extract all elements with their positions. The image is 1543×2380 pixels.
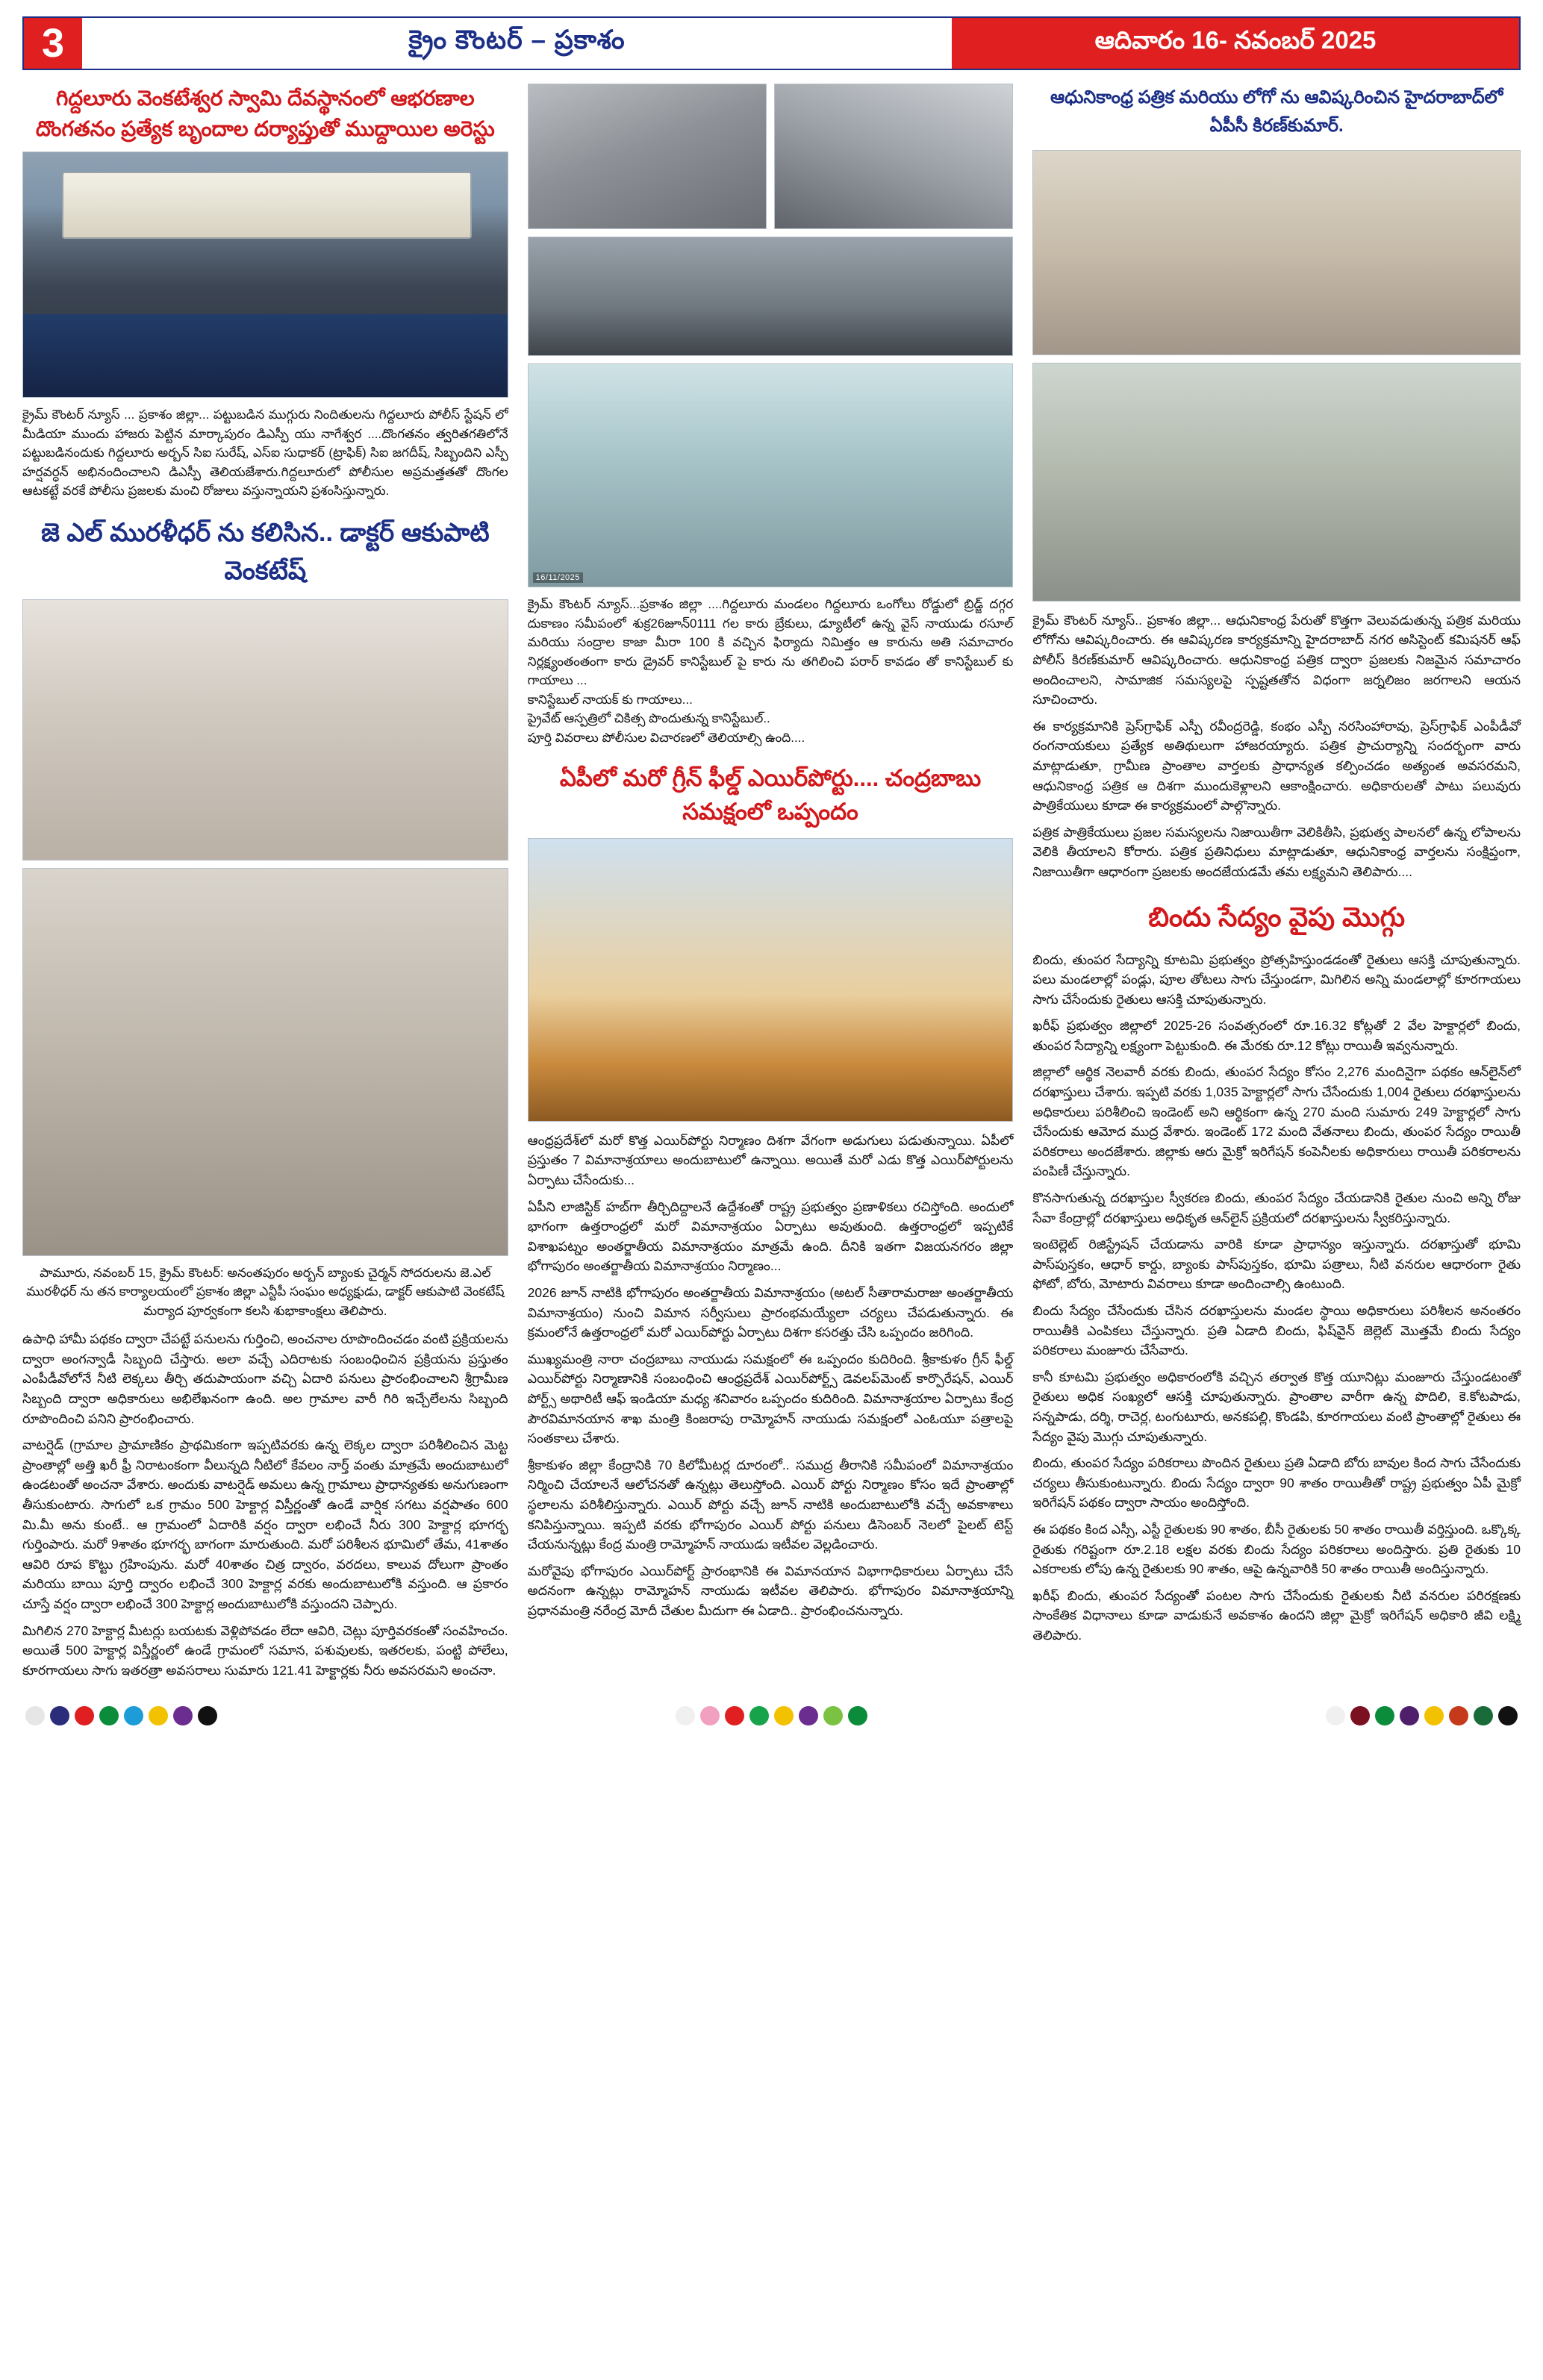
- paragraph: క్రైమ్ కౌంటర్ న్యూస్...ప్రకాశం జిల్లా ....గిద్దలూరు మండలం గిద్దలూరు ఒంగోలు రోడ్డులో బ్రిడ్జ్ దగ్గర దుకాణం సమీపంలో శుక్ర26జూన్0111 గల కారు బ్రేకులు, డ్యూటీలో ఉన్న వైస్ నాయుడు రసూల్ మరియు సంద్రాల కాజా మీరా 100 కి వచ్చిన ఫిర్యాదు నిమిత్తం ఆ కారును అతి సమాచారం నిర్లక్ష్యంతంతంగా కారు డ్రైవర్ కానిస్టేబుల్ పై కారు ను తగిలించి పరార్ కావడం తో కానిస్టేబుల్ కు గాయాలు ...: [527, 597, 1014, 687]
- logo-unveiling-photo: [1032, 150, 1521, 355]
- paragraph: బిందు సేద్యం చేసేందుకు చేసిన దరఖాస్తులను మండల స్థాయి అధికారులు పరిశీలన అనంతరం రాయితీకి ఎంపికలు చేస్తున్నారు. ప్రతి ఏడాది బిందు, ఫిష్‌వైన్ జెల్లెట్ మొత్తమే బిందు సేద్యం పరికరాలు మంజూరు చేసేవారు.: [1032, 1303, 1521, 1358]
- paragraph: కానీ కూటమి ప్రభుత్వం అధికారంలోకి వచ్చిన తర్వాత కొత్త యూనిట్లు మంజూరు చేస్తుండటంతో రైతులు అధిక సంఖ్యలో ఆసక్తి చూపుతున్నారు. ప్రాంతాల వారీగా ఉన్న పొదిలి, కె.కోటపాడు, సన్నపాడు, దర్శి, రాచెర్ల, టంగుటూరు, అనకపల్లి, కొండపి, కూరగాయలు వంటి ప్రాంతాల్లో రైతులు ఈ సేద్యం వైపు మొగ్గు చూపుతున్నారు.: [1032, 1369, 1521, 1444]
- damaged-car-photo-left: [528, 84, 767, 229]
- color-swatch: [774, 1706, 794, 1725]
- color-swatch: [198, 1706, 217, 1725]
- color-swatch: [725, 1706, 744, 1725]
- color-bar-center: [676, 1706, 867, 1725]
- hospital-patient-photo: [528, 363, 1014, 587]
- color-swatch: [124, 1706, 143, 1725]
- meeting-indoor-photo: [22, 599, 508, 861]
- headline-murali-meeting: జె ఎల్ మురళీధర్ ను కలిసిన.. డాక్టర్ ఆకుపాటి వెంకటేష్: [41, 518, 490, 585]
- color-swatch: [173, 1706, 193, 1725]
- damaged-car-photo-right: [774, 84, 1013, 229]
- color-swatch: [99, 1706, 119, 1725]
- airplane-takeoff-photo: [528, 838, 1014, 1122]
- body-col1: [22, 1329, 508, 1680]
- paragraph: ఏపీని లాజిస్టిక్ హబ్‌గా తీర్చిదిద్దాలనే ఉద్దేశంతో రాష్ట్ర ప్రభుత్వం ప్రణాళికలు రచిస్తోంది. అందులో భాగంగా ఉత్తరాంధ్రలో మరో విమానాశ్రయం ఏర్పాటు అవుతుంది. ఉత్తరాంధ్రలో ఇప్పటికే విశాఖపట్నం అంతర్జాతీయ విమానాశ్రయం మాత్రమే ఉంది. దీనికి ఇతగా విజయనగరం జిల్లా భోగాపురం అంతర్జాతీయ విమానాశ్రయం నిర్మాణం...: [527, 1199, 1014, 1274]
- photo-timestamp: [28, 392, 34, 393]
- color-bar-right: [1326, 1706, 1518, 1725]
- headline-drip-irrigation: బిందు సేద్యం వైపు మొగ్గు: [1148, 901, 1406, 932]
- paragraph: పూర్తి వివరాలు పోలీసుల విచారణలో తెలియాల్సి ఉంది....: [527, 730, 805, 745]
- paragraph: బిందు, తుంపర సేద్యాన్ని కూటమి ప్రభుత్వం ప్రోత్సహిస్తుండడంతో రైతులు ఆసక్తి చూపుతున్నారు. పలు మండలాల్లో పండ్లు, పూల తోటలు సాగు చేస్తుండగా, మిగిలిన అన్ని మండలాల్లో కూరగాయలు సాగు చేసేందుకు రైతులు ఆసక్తి చూపుతున్నారు.: [1032, 952, 1521, 1007]
- color-swatch: [149, 1706, 168, 1725]
- color-swatch: [799, 1706, 818, 1725]
- caption-accident: [528, 595, 1014, 747]
- paragraph: మరోవైపు భోగాపురం ఎయిర్‌పోర్ట్ ప్రారంభానికి ఈ విమానయాన విభాగాధికారులు ఏర్పాటు చేసే అదనంగా ఉన్నట్లు రామ్మోహన్ నాయుడు ఇటీవల తెలిపారు. భోగాపురం విమానాశ్రయాన్ని ప్రధానమంత్రి నరేంద్ర మోదీ చేతుల మీదుగా ఈ ఏడాది.. ప్రారంభించనున్నారు.: [527, 1563, 1014, 1618]
- color-swatch: [50, 1706, 69, 1725]
- color-registration-bars: [22, 1706, 1521, 1730]
- headline-newspaper-launch: ఆధునికాంధ్ర పత్రిక మరియు లోగో ను ఆవిష్కరించిన హైదరాబాద్‌లో ఏపీసీ కిరణ్‌కుమార్.: [1050, 87, 1503, 137]
- column-2: [528, 84, 1014, 1687]
- body-col2: [528, 1131, 1014, 1621]
- body-col3-launch: [1032, 610, 1521, 882]
- color-swatch: [1449, 1706, 1468, 1725]
- paragraph: 2026 జూన్ నాటికి భోగాపురం అంతర్జాతీయ విమానాశ్రయం (అటల్ సీతారామరాజు అంతర్జాతీయ విమానాశ్రయం) నుంచి విమాన సర్వీసులు ప్రారంభమయ్యేలా చర్యలు చేపడుతున్నారు. ఈ క్రమంలోనే ఉత్తరాంధ్రలో మరో ఎయిర్‌పోర్టు ఏర్పాటు దిశగా కసరత్తు చేసి ఒప్పందం జరిగింది.: [527, 1285, 1014, 1340]
- column-1: [22, 84, 508, 1687]
- paragraph: బిందు, తుంపర సేద్యం పరికరాలు పొందిన రైతులు ప్రతి ఏడాది బోరు బావుల కింద సాగు చేసేందుకు చర్యలు తీసుకుంటున్నారు. బిందు సేద్యం ద్వారా 90 శాతం రాయితీతో రాష్ట్ర ప్రభుత్వం ఏపీ మైక్రో ఇరిగేషన్ పథకం ద్వారా సాయం అందిస్తోంది.: [1032, 1455, 1521, 1511]
- color-swatch: [676, 1706, 695, 1725]
- paragraph: మిగిలిన 270 హెక్టార్ల మీటర్లు బయటకు వెళ్లిపోవడం లేదా ఆవిరి, చెట్లు పూర్తివరకంతో సంవహించం. అయితే 500 హెక్టార్ల విస్తీర్ణంలో ఉండే గ్రామంలో సమాన, పశువులకు, ఇతరలకు, పంట్టి పోలేలు, కూరగాయలు సాగు ఇతరత్రా అవసరాలు సుమారు 121.41 హెక్టార్లకు నీరు అవసరమని అంచనా.: [22, 1622, 508, 1678]
- paragraph: వాటర్షెడ్ (గ్రామాల ప్రామాణికం ప్రాథమికంగా ఇప్పటివరకు ఉన్న లెక్కల ద్వారా పరిశీలించిన మెట్ట ప్రాంతాల్లో అత్తి ఖరీ ఫ్రీ నిరాటంకంగా వీలున్నది నీటిలో కేవలం నార్త్ వంతు మాత్రమే అందుబాటులో ఉండటంతో అంచనా వేశారు. అందుకు వాటర్షెడ్ అమలు ఉన్న గ్రామాలు ప్రాధాన్యతకు అనుగుణంగా తీసుకుంటారు. సాగులో ఒక గ్రామం 500 హెక్టార్ల విస్తీర్ణంతో ఉండే వార్షిక సగటు వర్షపాతం 600 మి.మీ అను కుంటే.. ఆ గ్రామంలో ఏదారికి వర్షం ద్వారా లభించే నీరు 300 హెక్టార్ల భూగర్భ గుర్తింపారు. మరో 9శాతం భూగర్భ బాగంగా మారుతుంది. మరో పరిశీలన భూమిలో తేమ, 41శాతం ఆవిరి రూప కొట్టు గ్రహింపును. మరో 40శాతం చిత్ర ద్వారం, వరదలు, కాలువ దోలుగా ప్రాంతం మరియు బాయి పూర్తి ద్వారం లభించే 300 హెక్టార్ల వరకు అందుబాటులోకి వస్తుంది. ఆ ప్రకారం చూస్తే వర్షం ద్వారా లభించే 300 హెక్టార్ల అందుబాటులోకి వస్తుందని చెప్పారు.: [22, 1437, 508, 1611]
- paragraph: ఖరీఫ్ బిందు, తుంపర సేద్యంతో పంటల సాగు చేసేందుకు రైతులకు నీటి వనరుల పరిరక్షణకు సాంకేతిక విధానాలు కూడా వాడుకునే అవకాశం ఉందని జిల్లా మైక్రో ఇరిగేషన్ అధికారి జీవి లక్ష్మి తెలిపారు.: [1032, 1587, 1521, 1643]
- color-swatch: [1350, 1706, 1370, 1725]
- page-number: 3: [24, 18, 82, 69]
- color-swatch: [848, 1706, 867, 1725]
- color-swatch: [25, 1706, 45, 1725]
- car-scene-photo: [528, 237, 1014, 356]
- color-swatch: [700, 1706, 720, 1725]
- issue-date: ఆదివారం 16- నవంబర్ 2025: [952, 18, 1519, 69]
- color-swatch: [1326, 1706, 1345, 1725]
- paragraph: శ్రీకాకుళం జిల్లా కేంద్రానికి 70 కిలోమీటర్ల దూరంలో.. సముద్ర తీరానికి సమీపంలో విమానాశ్రయం నిర్మించి చేయాలనే ఆలోచనతో ఉన్నట్లు తెలుస్తోంది. ఎయిర్ పోర్టు నిర్మాణం కోసం ఇదే ప్రాంతాల్లో స్థలాలను పరిశీలిస్తున్నారు. ఎయిర్ పోర్టు వచ్చే జూన్ నాటికి అందుబాటులోకి వచ్చే అవకాశాలు కనిపిస్తున్నాయి. ఇప్పటి వరకు భోగాపురం ఎయిర్ పోర్టు పనులు డిసెంబర్ నెలలో పైలట్ టెస్ట్ చేయనున్నట్లు కేంద్ర మంత్రి రామ్మోహన్ నాయుడు ఇటీవల వెల్లడించారు.: [527, 1457, 1014, 1552]
- photo-timestamp: 16/11/2025: [533, 572, 583, 583]
- columns-container: [22, 84, 1521, 1687]
- accident-car-photos: [528, 84, 1014, 229]
- color-swatch: [1400, 1706, 1419, 1725]
- column-3: [1032, 84, 1521, 1687]
- paragraph: క్రైమ్ కౌంటర్ న్యూస్.. ప్రకాశం జిల్లా... ఆధునికాంధ్ర పేరుతో కొత్తగా వెలువడుతున్న పత్రిక మరియు లోగోను ఆవిష్కరించారు. ఈ ఆవిష్కరణ కార్యక్రమాన్ని హైదరాబాద్ నగర అసిస్టెంట్ కమిషనర్ ఆఫ్ పోలీస్ కిరణ్‌కుమార్ ఆవిష్కరించారు. ఆధునికాంధ్ర పత్రిక ద్వారా ప్రజలకు నిజమైన సమాచారం అందించాలని, సామాజిక సమస్యలపై స్పష్టతతోన విధంగా జర్నలిజం జరగాలని ఆయన సూచించారు.: [1032, 612, 1521, 708]
- paragraph: ఉపాధి హామీ పథకం ద్వారా చేపట్టే పనులను గుర్తించి, అంచనాల రూపొందించడం వంటి ప్రక్రియలను ద్వారా అంగన్వాడీ సిబ్బంది చేస్తారు. అలా వచ్చే ఎదిరాటకు సంబంధించిన ప్రక్రియను ప్రస్తుతం ఎంపీడీవోలోనే నీటి లెక్కలు తీర్చి తదుపాయంగా వచ్చి ఏదారి పనులు ప్రారంభించాలని శ్రీగ్రామీణ సిబ్బంది ద్వారా అధికారులు అభిలేఖనంగా ఉంది. అల గ్రామాల వారీ గిరి ఇచ్చేలేలను సిబ్బంది రూపొందించి పనిని ప్రారంభించారు.: [22, 1331, 508, 1426]
- caption-murali-meeting: పామూరు, నవంబర్ 15, క్రైమ్ కౌంటర్: అనంతపురం అర్బన్ బ్యాంకు చైర్మన్ సోదరులను జె.ఎల్ మురళీధర్ ను తన కార్యాలయంలో ప్రకాశం జిల్లా ఎన్టీపీ సంఘం అధ్యక్షుడు, డాక్టర్ ఆకుపాటి వెంకటేష్ మర్యాద పూర్వకంగా కలసి శుభాకాంక్షలు తెలిపారు.: [26, 1265, 505, 1318]
- headline-temple-theft: గిద్దలూరు వెంకటేశ్వర స్వామి దేవస్థానంలో ఆభరణాల దొంగతనం ప్రత్యేక బృందాల దర్యాప్తుతో ముద్దాయిల అరెస్టు: [35, 87, 495, 140]
- color-swatch: [1498, 1706, 1518, 1725]
- paragraph: ఈ పథకం కింద ఎస్సీ, ఎస్టీ రైతులకు 90 శాతం, బీసీ రైతులకు 50 శాతం రాయితీ వర్తిస్తుంది. ఒక్కొక్క రైతుకు గరిష్టంగా రూ.2.18 లక్షల వరకు బిందు సేద్యం పరికరాలు అందిస్తారు. ప్రతి రైతుకు 10 ఎకరాలకు లోపు ఉన్న రైతులకు 90 శాతం, ఆపై ఉన్నవారికి 50 శాతం రాయితీ అందిస్తున్నారు.: [1032, 1521, 1521, 1577]
- color-swatch: [823, 1706, 843, 1725]
- paragraph: ఆంధ్రప్రదేశ్‌లో మరో కొత్త ఎయిర్‌పోర్టు నిర్మాణం దిశగా వేగంగా అడుగులు పడుతున్నాయి. ఏపీలో ప్రస్తుతం 7 విమానాశ్రయాలు అందుబాటులో ఉన్నాయి. అయితే మరో ఎడు కొత్త ఎయిర్‌పోర్టులను ఏర్పాటు చేసేందుకు...: [527, 1132, 1014, 1188]
- paragraph: ఖరీఫ్ ప్రభుత్వం జిల్లాలో 2025-26 సంవత్సరంలో రూ.16.32 కోట్లతో 2 వేల హెక్టార్లలో బిందు, తుంపర సేద్యాన్ని లక్ష్యంగా పెట్టుకుంది. ఈ మేరకు రూ.12 కోట్లు రాయితీ ఇవ్వనున్నారు.: [1032, 1018, 1521, 1053]
- color-bar-left: [25, 1706, 217, 1725]
- paragraph: ముఖ్యమంత్రి నారా చంద్రబాబు నాయుడు సమక్షంలో ఈ ఒప్పందం కుదిరింది. శ్రీకాకుళం గ్రీన్ ఫీల్డ్ ఎయిర్‌పోర్టు నిర్మాణానికి సంబంధించి ఆంధ్రప్రదేశ్ ఎయిర్‌పోర్ట్స్ డెవలప్‌మెంట్ కార్పొరేషన్, ఎయిర్ పోర్ట్స్ అథారిటీ ఆఫ్ ఇండియా మధ్య శనివారం ఒప్పందం కుదిరింది. విమానాశ్రయాల ఏర్పాటు కేంద్ర పౌరవిమానయాన శాఖ మంత్రి కింజరాపు రామ్మోహన్ నాయుడు సమక్షంలో ఎంఓయూ పత్రాలపై సంతకాలు చేశారు.: [527, 1351, 1014, 1446]
- color-swatch: [1375, 1706, 1394, 1725]
- paragraph: పత్రిక పాత్రికేయులు ప్రజల సమస్యలను నిజాయితీగా వెలికితీసి, ప్రభుత్వ పాలనలో ఉన్న లోపాలను వెలికి తీయాలని కోరారు. పత్రిక ప్రతినిధులు మాట్లాడుతూ, ఆధునికాంధ్ర వార్తలను సంక్షిప్తంగా, నిజాయితీగా ఆధారంగా ప్రజలకు అందజేయడమే తమ లక్ష్యమని తెలిపారు....: [1032, 824, 1521, 879]
- body-col3-irrigation: [1032, 950, 1521, 1646]
- paragraph: కొనసాగుతున్న దరఖాస్తుల స్వీకరణ బిందు, తుంపర సేద్యం చేయడానికి రైతుల నుంచి అన్ని రోజు సేవా కేంద్రాల్లో దరఖాస్తులు అధికృత ఆన్‌లైన్ ప్రక్రియలో దరఖాస్తులను స్వీకరిస్తున్నారు.: [1032, 1190, 1521, 1225]
- color-swatch: [1474, 1706, 1493, 1725]
- paragraph: ప్రైవేట్ ఆస్పత్రిలో చికిత్స పొందుతున్న కానిస్టేబుల్..: [527, 711, 770, 725]
- felicitation-photo: [22, 868, 508, 1256]
- color-swatch: [749, 1706, 769, 1725]
- police-press-meet-photo: [22, 152, 508, 398]
- masthead: [22, 16, 1521, 70]
- paragraph: కానిస్టేబుల్ నాయక్ కు గాయాలు...: [527, 692, 693, 707]
- paragraph: జిల్లాలో ఆర్థిక నెలవారీ వరకు బిందు, తుంపర సేద్యం కోసం 2,276 మందినైగా పథకం ఆన్‌లైన్‌లో దరఖాస్తులు చేశారు. ఇప్పటి వరకు 1,035 హెక్టార్లలో సాగు చేసేందుకు 1,004 రైతులు దరఖాస్తులను అధికారులు పరిశీలించి ఇండెంట్ అని ఆర్థికంగా ఉన్న 270 మంది సుమారు 249 హెక్టార్లలో సాగు చేసేందుకు ఆమోద ముద్ర వేశారు. ఇండెంట్ 172 మంది వేతనాలు బిందు, తుంపర సేద్యం రాయితీ పరికరాలు అందజేశారు. జిల్లాకు ఆరు మైక్రో ఇరిగేషన్ కంపెనీలకు అధికారులు రాయితీ పరికరాలను పంపిణీ చేస్తున్నారు.: [1032, 1064, 1521, 1179]
- color-swatch: [1424, 1706, 1444, 1725]
- caption-temple-theft: క్రైమ్ కౌంటర్ న్యూస్ ... ప్రకాశం జిల్లా... పట్టుబడిన ముగ్గురు నిందితులను గిద్దలూరు పోలీస్ స్టేషన్ లో మీడియా ముందు హాజరు పెట్టిన మార్కాపురం డిఎస్పీ యు నాగేశ్వర ....దొంగతనం త్వరితగతిలోనే పట్టుబడినందుకు గిద్దలూరు అర్బన్ సిఐ సురేష్, ఎస్ఐ సుధాకర్ (ట్రాఫిక్) సిఐ జగదీష్, సిబ్బందిని ఎస్పీ హర్షవర్ధన్ అభినందించాలని డిఎస్పీ తెలియజేశారు.గిద్దలూరులో పోలీసుల అప్రమత్తతతో దొంగల ఆటకట్టే వరకే పోలీసు ప్రజలకు మంచి రోజులు వస్తున్నాయని ప్రశంసిస్తున్నారు.: [22, 407, 508, 499]
- page-title: క్రైం కౌంటర్ – ప్రకాశం: [408, 25, 626, 54]
- paragraph: ఇంటెల్లెట్ రిజిస్ట్రేషన్ చేయడాను వారికి కూడా ప్రాధాన్యం ఇస్తున్నారు. దరఖాస్తుతో భూమి పాస్‌పుస్తకం, ఆధార్ కార్డు, బ్యాంకు పాస్‌పుస్తకం, భూమి పత్రాలు, నీటి వనరుల ఆధారంగా రైతు ఫోటో, బోరు, మోటారు వివరాలు కూడా అందించాల్సి ఉంటుంది.: [1032, 1237, 1521, 1292]
- headline-greenfield-airport: ఏపీలో మరో గ్రీన్ ఫీల్డ్ ఎయిర్‌పోర్టు.... చంద్రబాబు సమక్షంలో ఒప్పందం: [559, 765, 982, 825]
- color-swatch: [75, 1706, 94, 1725]
- paragraph: ఈ కార్యక్రమానికి ప్రెస్‌గ్రాఫిక్ ఎస్పీ రవీంద్రరెడ్డి, కంభం ఎస్పీ నరసింహారావు, ప్రెస్‌గ్రాఫిక్ ఎంపీడీవో రంగనాయకులు ప్రత్యేక అతిథులుగా హాజరయ్యారు. పత్రిక ప్రాచుర్యాన్ని సందర్భంగా వారు మాట్లాడుతూ, గ్రామీణ ప్రాంతాల వార్తలకు ప్రాధాన్యత కల్పించడం అత్యంత అవసరమని, ఆధునికాంధ్ర పత్రిక ఆ దిశగా ముందుకెళ్లాలని ఆకాంక్షించారు. అధికారులతో పాటు పలువురు పాత్రికేయులు కూడా ఈ కార్యక్రమంలో పాల్గొన్నారు.: [1032, 718, 1521, 813]
- felicitation-outdoor-photo: [1032, 363, 1521, 602]
